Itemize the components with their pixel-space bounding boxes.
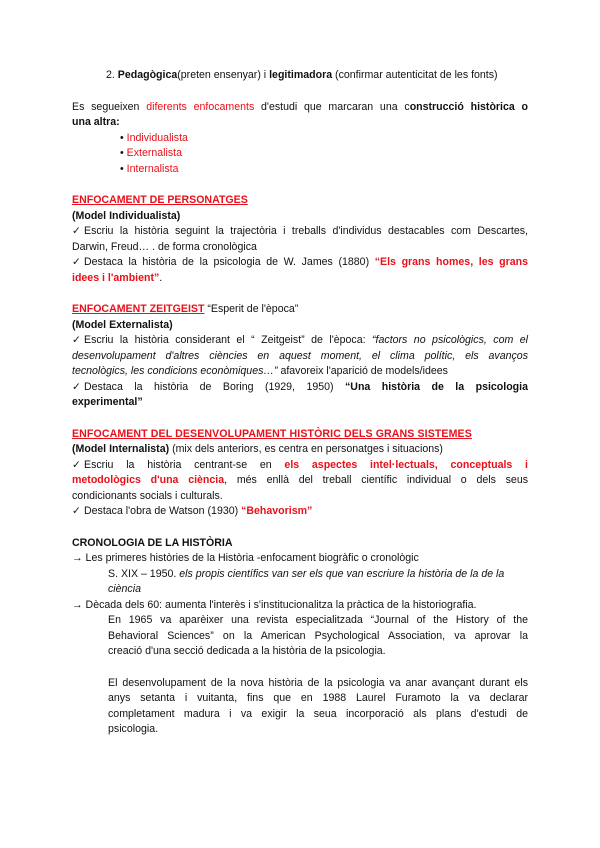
highlight-text: idees i l'ambient” [72,271,160,284]
check-icon: ✓ [72,334,81,346]
check-item: ✓ Escriu la història centrant-se en els aspectes intel·lectuals, conceptuals i [72,458,528,474]
intro-paragraph-line: una altra: [72,116,120,128]
sub-item: S. XIX – 1950. els propis científics van ser els que van escriure la història de la de la [108,567,505,580]
bullet-item: • Internalista [120,162,179,175]
check-icon: ✓ [72,458,81,471]
intro-paragraph-line: Es segueixen diferents enfocaments d'estudi que marcaran una construcció històrica o [72,100,528,113]
text-line: condicionants socials i culturals. [72,489,223,502]
model-label: (Model Externalista) [72,318,173,331]
check-icon: ✓ [72,380,81,393]
bold-term: Pedagògica [117,69,178,81]
arrow-right-icon: → [72,598,83,611]
bullet-icon: • [120,131,124,144]
bold-term: legitimadora [269,69,333,81]
sub-item: ciència [108,583,141,595]
check-icon: ✓ [72,225,81,237]
model-label: (Model Individualista) [72,209,181,222]
check-icon: ✓ [72,505,81,517]
text-line: desenvolupament d'altres ciències en aquest moment, el clima polític, els avanços [72,349,528,362]
highlight-text: diferents enfocaments [146,100,255,113]
highlight-text: els aspectes intel·lectuals, conceptuals i [284,458,529,471]
highlight-text: metodològics d'una ciència [72,474,225,486]
bullet-item: • Individualista [120,131,188,144]
section-heading-line: ENFOCAMENT ZEITGEIST “Esperit de l'època” [72,303,299,315]
text-run: (confirmar autenticitat de les fonts) [332,69,498,81]
arrow-item: → Dècada dels 60: aumenta l'interès i s'institucionalitza la pràctica de la historiografia. [72,598,477,611]
arrow-item: → Les primeres històries de la Història -enfocament biogràfic o cronològic [72,552,419,564]
bullet-item: • Externalista [120,147,183,159]
check-item: ✓ Escriu la història seguint la trajectòria i treballs d'individus destacables com Descartes, [72,224,528,240]
list-number: 2. [106,69,118,81]
text-line: experimental” [72,396,143,408]
highlight-text: “Els grans homes, les grans [374,256,528,268]
model-label: (Model Internalista) [72,443,170,455]
bullet-icon: • [120,162,124,175]
section-heading-cronologia: CRONOLOGIA DE LA HISTÒRIA [72,536,233,549]
list-item-2 [72,68,528,84]
check-item: ✓ Destaca la història de la psicologia de W. James (1880) “Els grans homes, les grans [72,255,528,271]
check-item: ✓ Escriu la història considerant el “ Zeitgeist” de l'època: “factors no psicològics, com el [72,333,528,349]
section-heading-personatges: ENFOCAMENT DE PERSONATGES [72,194,248,206]
highlight-text: “Behavorism” [241,505,313,517]
model-label-line: (Model Internalista) (mix dels anteriors, es centra en personatges i situacions) [72,443,443,455]
document-page: 2. Pedagògica(preten ensenyar) i legitimadora (confirmar autenticitat de les fonts) Es segueixen diferents enfocaments d'estudi que marcaran una construcció històrica o una altra: • Individualista • Externalista • Internalista ENFOCAMENT DE PERSONATGES (Model Individualista) ✓ Escriu la història seguint la trajectòria i treballs d'individus destacables com Descartes, Darwin, Freud… . de forma cronològica ✓ Destaca la història de la psicologia de W. James (1880) “Els grans homes, les grans idees i l'ambient”. ENFOCAMENT ZEITGEIST “Esperit de l'època” (Model Externalista) ✓ Escriu la història considerant el “ Zeitgeist” de l'època: “factors no psicològics, com el desenvolupament d'altres ciències en aquest moment, el clima polític, els avanços tecnològics, les condicions econòmiques…” afavoreix l'aparició de models/idees ✓ Destaca la història de Boring (1929, 1950) “Una història de la psicologia experimental” ENFOCAMENT DEL DESENVOLUPAMENT HISTÒRIC DELS GRANS SISTEMES (Model Internalista) (mix dels anteriors, es centra en personatges i situacions) ✓ Escriu la història centrant-se en els aspectes intel·lectuals, conceptuals i metodològics d'una ciència, més enllà del treball científic individual o dels seus condicionants socials i culturals. ✓ Destaca l'obra de Watson (1930) “Behavorism” CRONOLOGIA DE LA HISTÒRIA → Les primeres històries de la Història -enfocament biogràfic o cronològic S. XIX – 1950. els propis científics van ser els que van escriure la història de la de la ciència → Dècada dels 60: aumenta l'interès i s'institucionalitza la pràctica de la historiografia. En 1965 va aparèixer una revista especialitzada “Journal of the History of the Behavioral Sciences” on la American Psychological Association, va aprovar la creació d'una secció dedicada a la història de la psicologia. El desenvolupament de la nova història de la psicologia va anar avançant durant els anys setanta i vuitanta, fins que en 1988 Laurel Furamoto la va declarar completament madura i va exigir la seua incorporació als plans d'estudi de psicologia. [72,68,528,738]
section-heading-sistemes: ENFOCAMENT DEL DESENVOLUPAMENT HISTÒRIC DELS GRANS SISTEMES [72,427,472,440]
text-line: Darwin, Freud… . de forma cronològica [72,240,257,253]
check-item: ✓ Destaca la història de Boring (1929, 1950) “Una història de la psicologia [72,380,528,396]
section-heading-zeitgeist: ENFOCAMENT ZEITGEIST [72,303,205,315]
bullet-icon: • [120,147,124,159]
text-run: (preten ensenyar) i [177,69,270,81]
check-item: ✓ Destaca l'obra de Watson (1930) “Behavorism” [72,504,528,520]
indented-paragraph: En 1965 va aparèixer una revista especialitzada “Journal of the History of the Behavioral Sciences” on la American Psychological Association, va aprovar la creació d'una secció dedicada a la història de la psicologia. El desenvolupament de la nova història de la psicologia va anar avançant durant els anys setanta i vuitanta, fins que en 1988 Laurel Furamoto la va declarar completament madura i va exigir la seua incorporació als plans d'estudi de psicologia. [108,614,528,735]
check-icon: ✓ [72,256,81,268]
arrow-right-icon: → [72,552,83,564]
